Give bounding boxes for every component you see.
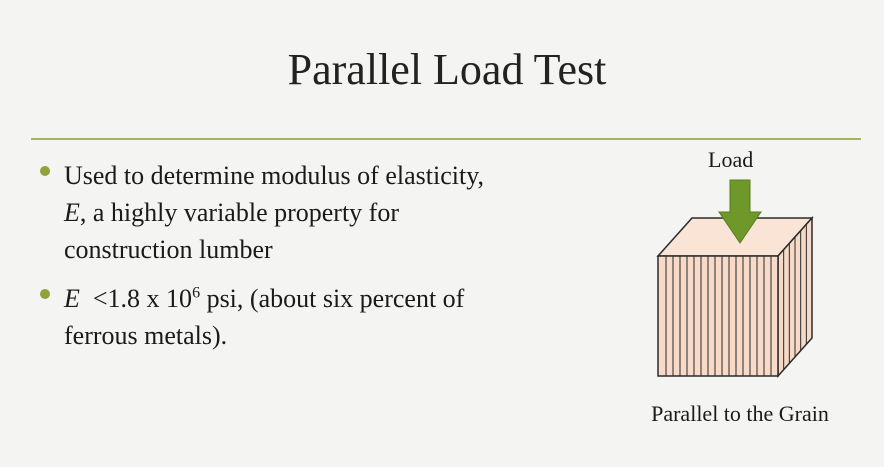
- bullet-1-symbol: E: [64, 198, 80, 227]
- figure-caption: Parallel to the Grain: [651, 401, 829, 426]
- bullet-list: [36, 157, 596, 366]
- bullet-item-2: [36, 280, 596, 354]
- bullet-item-1: [36, 157, 596, 268]
- bullet-2-relation: <1.8 x 10: [92, 284, 193, 313]
- bullet-1-line3: construction lumber: [64, 235, 273, 264]
- bullet-2-line2: ferrous metals).: [64, 321, 228, 350]
- bullet-1-line2: , a highly variable property for: [79, 198, 399, 227]
- slide-title: Parallel Load Test: [287, 45, 607, 94]
- block-front-face: [658, 256, 778, 376]
- bullet-1-line1: Used to determine modulus of elasticity,: [64, 161, 484, 190]
- bullet-2-rest: psi, (about six percent of: [200, 284, 465, 313]
- wood-block-illustration: [620, 140, 860, 390]
- bullet-2-exponent: 6: [192, 284, 201, 302]
- bullet-icon: [40, 166, 50, 176]
- bullet-icon: [40, 289, 50, 299]
- load-label: Load: [708, 147, 754, 172]
- parallel-load-figure: [620, 140, 860, 440]
- bullet-2-symbol: E: [64, 284, 80, 313]
